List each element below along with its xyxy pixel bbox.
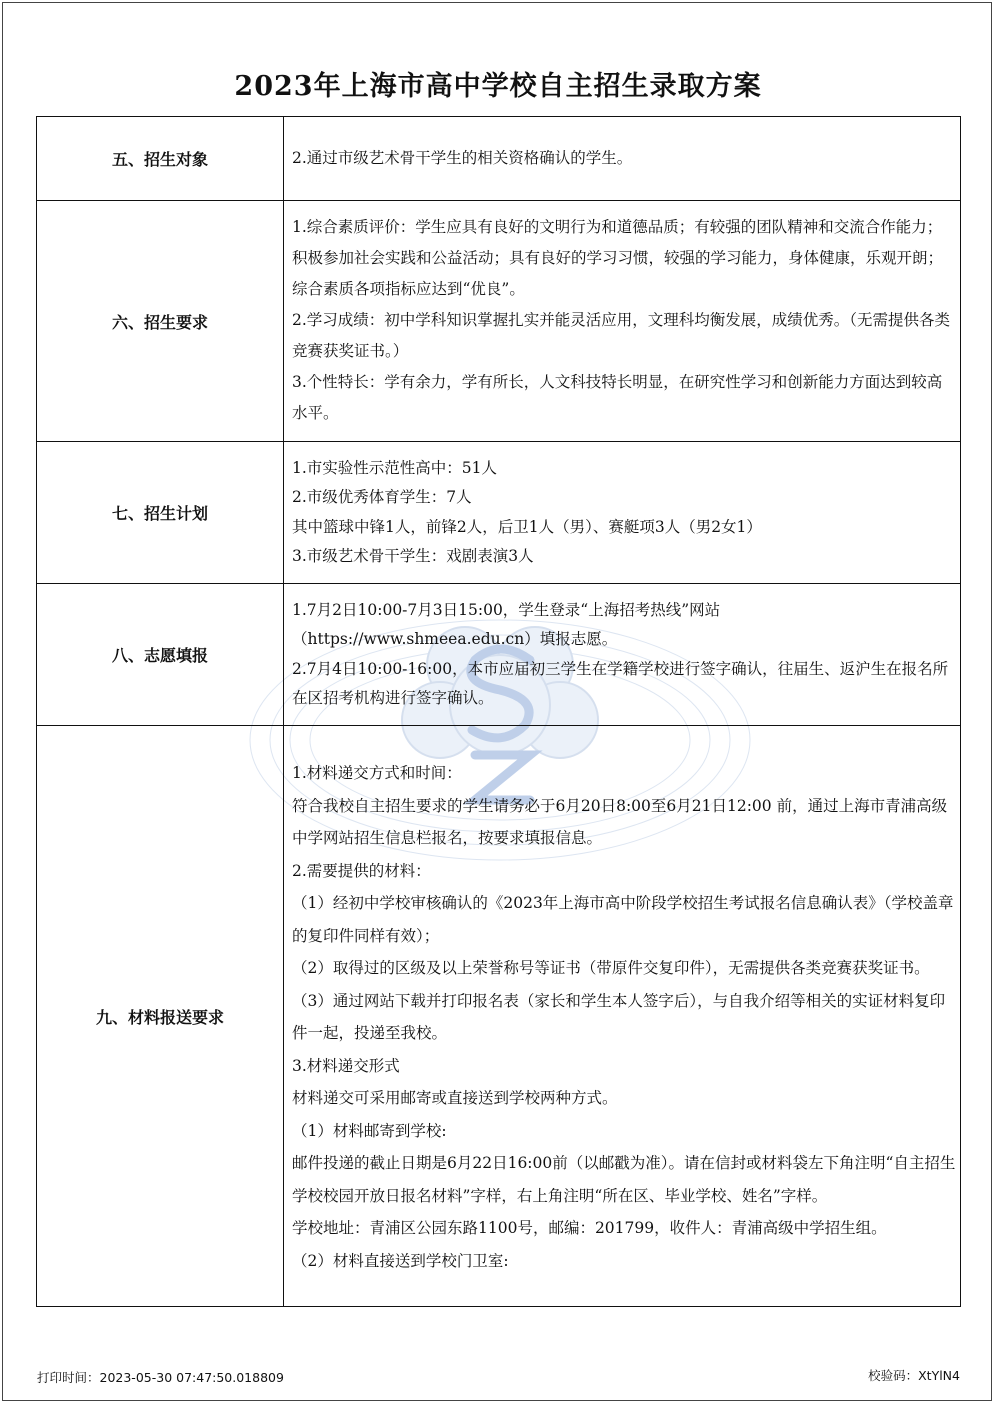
content-line: 1.综合素质评价：学生应具有良好的文明行为和道德品质；有较强的团队精神和交流合作能力；积极参加社会实践和公益活动；具有良好的学习习惯，较强的学习能力，身体健康，乐观开朗；综合素质各项指标应达到“优良”。 (292, 217, 944, 298)
content-line: 1.市实验性示范性高中：51人 (292, 458, 498, 477)
content-line: 其中篮球中锋1人，前锋2人，后卫1人（男）、赛艇项3人（男2女1） (292, 517, 762, 536)
content-line: 1.材料递交方式和时间： (292, 764, 462, 782)
table-row (37, 726, 961, 1307)
print-time: 打印时间：2023-05-30 07:47:50.018809 (37, 1370, 284, 1385)
content-line: 符合我校自主招生要求的学生请务必于6月20日8:00至6月21日12:00 前，通过上海市青浦高级中学网站招生信息栏报名，按要求填报信息。 (292, 796, 948, 847)
table-row (37, 442, 961, 584)
section-content (284, 201, 961, 442)
content-line: 材料递交可采用邮寄或直接送到学校两种方式。 (292, 1089, 618, 1107)
section-content (284, 442, 961, 584)
content-line: （2）材料直接送到学校门卫室: (292, 1251, 509, 1270)
table-row (37, 584, 961, 726)
content-line: （1）经初中学校审核确认的《2023年上海市高中阶段学校招生考试报名信息确认表》（学校盖章的复印件同样有效）； (292, 894, 954, 945)
content-line: 学校地址：青浦区公园东路1100号，邮编：201799，收件人：青浦高级中学招生组。 (292, 1219, 887, 1237)
section-content (284, 117, 961, 201)
content-line: 2.学习成绩：初中学科知识掌握扎实并能灵活应用，文理科均衡发展，成绩优秀。（无需提供各类竞赛获奖证书。） (292, 310, 951, 360)
content-line: （1）材料邮寄到学校: (292, 1121, 447, 1140)
content-line: 1.7月2日10:00-7月3日15:00，学生登录“上海招考热线”网站（https://www.shmeea.edu.cn）填报志愿。 (292, 600, 721, 648)
content-line: 2.7月4日10:00-16:00，本市应届初三学生在学籍学校进行签字确认，往届生、返沪生在报名所在区招考机构进行签字确认。 (292, 659, 949, 707)
content-line: 2.需要提供的材料： (292, 861, 431, 880)
section-label: 五、招生对象 (37, 117, 284, 201)
section-label: 六、招生要求 (37, 201, 284, 442)
content-line: （2）取得过的区级及以上荣誉称号等证书（带原件交复印件），无需提供各类竞赛获奖证书。 (292, 959, 930, 977)
verify-code: 校验码：XtYlN4 (868, 1368, 960, 1383)
section-content (284, 584, 961, 726)
table-row (37, 117, 961, 201)
content-line: 2.通过市级艺术骨干学生的相关资格确认的学生。 (292, 149, 633, 167)
page-title: 2023年上海市高中学校自主招生录取方案 (234, 71, 762, 102)
content-line: 3.个性特长：学有余力，学有所长，人文科技特长明显，在研究性学习和创新能力方面达到较高水平。 (292, 372, 943, 422)
section-label: 九、材料报送要求 (37, 726, 284, 1307)
table-row (37, 201, 961, 442)
content-line: 3.市级艺术骨干学生：戏剧表演3人 (292, 547, 534, 565)
admission-plan-table (36, 116, 961, 1307)
section-label: 七、招生计划 (37, 442, 284, 584)
content-line: 邮件投递的截止日期是6月22日16:00前（以邮戳为准）。请在信封或材料袋左下角注明“自主招生学校校园开放日报名材料”字样，右上角注明“所在区、毕业学校、姓名”字样。 (292, 1154, 956, 1205)
content-line: （3）通过网站下载并打印报名表（家长和学生本人签字后），与自我介绍等相关的实证材料复印件一起，投递至我校。 (292, 991, 946, 1042)
section-content (284, 726, 961, 1307)
content-line: 3.材料递交形式 (292, 1056, 400, 1075)
content-line: 2.市级优秀体育学生：7人 (292, 488, 472, 506)
section-label: 八、志愿填报 (37, 584, 284, 726)
